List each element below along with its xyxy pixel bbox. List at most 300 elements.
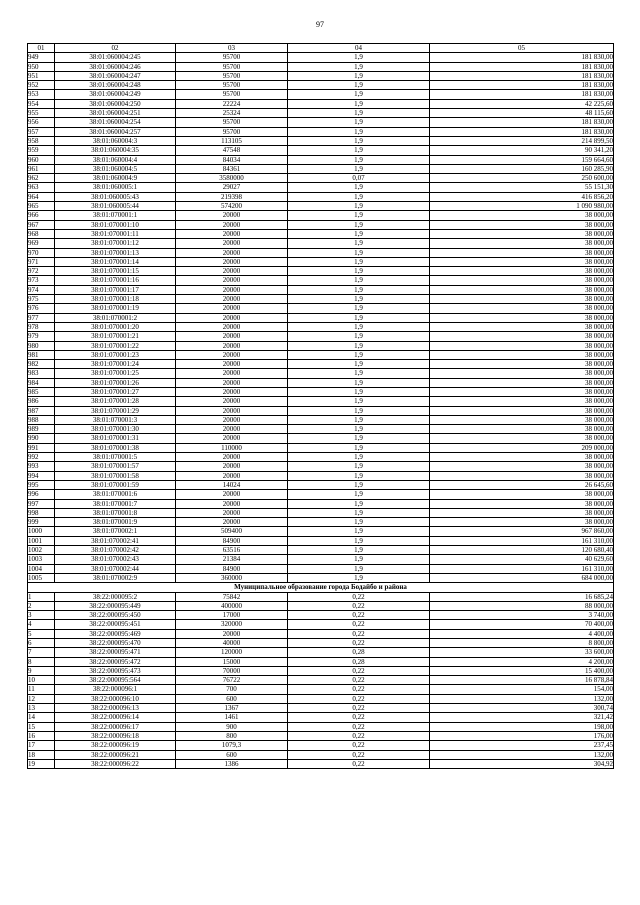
amount-value: 4 400,00 bbox=[430, 629, 614, 638]
row-number: 5 bbox=[28, 629, 55, 638]
row-number: 13 bbox=[28, 704, 55, 713]
rate-value: 1,9 bbox=[288, 183, 430, 192]
cadastral-number: 38:01:060004:250 bbox=[55, 99, 176, 108]
row-number: 10 bbox=[28, 676, 55, 685]
rate-value: 1,9 bbox=[288, 220, 430, 229]
rate-value: 1,9 bbox=[288, 109, 430, 118]
table-row bbox=[28, 332, 614, 341]
rate-value: 1,9 bbox=[288, 248, 430, 257]
row-number: 979 bbox=[28, 332, 55, 341]
table-row bbox=[28, 406, 614, 415]
area-value: 76722 bbox=[176, 676, 288, 685]
area-value: 21384 bbox=[176, 555, 288, 564]
rate-value: 1,9 bbox=[288, 257, 430, 266]
row-number: 1001 bbox=[28, 536, 55, 545]
area-value: 95700 bbox=[176, 81, 288, 90]
amount-value: 38 000,00 bbox=[430, 248, 614, 257]
table-row bbox=[28, 295, 614, 304]
cadastral-number: 38:22:000095:564 bbox=[55, 676, 176, 685]
row-number: 980 bbox=[28, 341, 55, 350]
rate-value: 1,9 bbox=[288, 415, 430, 424]
area-value: 20000 bbox=[176, 397, 288, 406]
area-value: 20000 bbox=[176, 453, 288, 462]
cadastral-number: 38:01:070001:11 bbox=[55, 229, 176, 238]
cadastral-number: 38:01:070001:30 bbox=[55, 425, 176, 434]
row-number: 969 bbox=[28, 239, 55, 248]
amount-value: 38 000,00 bbox=[430, 415, 614, 424]
area-value: 95700 bbox=[176, 62, 288, 71]
rate-value: 0,22 bbox=[288, 704, 430, 713]
area-value: 95700 bbox=[176, 53, 288, 62]
cadastral-number: 38:01:070002:9 bbox=[55, 573, 176, 582]
row-number: 17 bbox=[28, 741, 55, 750]
row-number: 8 bbox=[28, 657, 55, 666]
row-number: 984 bbox=[28, 378, 55, 387]
amount-value: 160 285,90 bbox=[430, 164, 614, 173]
cadastral-number: 38:01:060004:5 bbox=[55, 164, 176, 173]
rate-value: 1,9 bbox=[288, 71, 430, 80]
amount-value: 38 000,00 bbox=[430, 378, 614, 387]
row-number: 15 bbox=[28, 722, 55, 731]
row-number: 7 bbox=[28, 648, 55, 657]
cadastral-number: 38:01:070001:31 bbox=[55, 434, 176, 443]
table-row bbox=[28, 118, 614, 127]
row-number: 970 bbox=[28, 248, 55, 257]
amount-value: 214 899,50 bbox=[430, 136, 614, 145]
amount-value: 38 000,00 bbox=[430, 508, 614, 517]
rate-value: 1,9 bbox=[288, 434, 430, 443]
area-value: 20000 bbox=[176, 387, 288, 396]
amount-value: 1 090 980,00 bbox=[430, 202, 614, 211]
row-number: 6 bbox=[28, 639, 55, 648]
amount-value: 38 000,00 bbox=[430, 257, 614, 266]
amount-value: 154,00 bbox=[430, 685, 614, 694]
amount-value: 38 000,00 bbox=[430, 322, 614, 331]
amount-value: 181 830,00 bbox=[430, 53, 614, 62]
area-value: 95700 bbox=[176, 90, 288, 99]
area-value: 20000 bbox=[176, 304, 288, 313]
area-value: 95700 bbox=[176, 118, 288, 127]
table-row bbox=[28, 378, 614, 387]
rate-value: 1,9 bbox=[288, 53, 430, 62]
amount-value: 321,42 bbox=[430, 713, 614, 722]
amount-value: 181 830,00 bbox=[430, 118, 614, 127]
amount-value: 181 830,00 bbox=[430, 62, 614, 71]
row-number: 998 bbox=[28, 508, 55, 517]
cadastral-number: 38:01:070001:24 bbox=[55, 360, 176, 369]
table-row bbox=[28, 211, 614, 220]
rate-value: 1,9 bbox=[288, 304, 430, 313]
cadastral-number: 38:22:000096:13 bbox=[55, 704, 176, 713]
area-value: 20000 bbox=[176, 350, 288, 359]
rate-value: 1,9 bbox=[288, 406, 430, 415]
table-row bbox=[28, 499, 614, 508]
amount-value: 967 860,00 bbox=[430, 527, 614, 536]
cadastral-number: 38:22:000095:473 bbox=[55, 666, 176, 675]
rate-value: 1,9 bbox=[288, 490, 430, 499]
row-number: 952 bbox=[28, 81, 55, 90]
table-row bbox=[28, 397, 614, 406]
rate-value: 1,9 bbox=[288, 508, 430, 517]
table-row bbox=[28, 369, 614, 378]
area-value: 20000 bbox=[176, 285, 288, 294]
row-number: 12 bbox=[28, 694, 55, 703]
rate-value: 1,9 bbox=[288, 267, 430, 276]
amount-value: 181 830,00 bbox=[430, 90, 614, 99]
amount-value: 38 000,00 bbox=[430, 313, 614, 322]
area-value: 360000 bbox=[176, 573, 288, 582]
amount-value: 38 000,00 bbox=[430, 499, 614, 508]
area-value: 40000 bbox=[176, 639, 288, 648]
table-row bbox=[28, 276, 614, 285]
amount-value: 250 600,00 bbox=[430, 174, 614, 183]
area-value: 95700 bbox=[176, 127, 288, 136]
rate-value: 1,9 bbox=[288, 369, 430, 378]
table-row bbox=[28, 239, 614, 248]
rate-value: 0,22 bbox=[288, 731, 430, 740]
amount-value: 48 115,60 bbox=[430, 109, 614, 118]
table-row bbox=[28, 192, 614, 201]
cadastral-number: 38:22:000096:19 bbox=[55, 741, 176, 750]
rate-value: 1,9 bbox=[288, 285, 430, 294]
row-number: 959 bbox=[28, 146, 55, 155]
table-row bbox=[28, 704, 614, 713]
table-body-before-section bbox=[28, 53, 614, 583]
table-row bbox=[28, 694, 614, 703]
row-number: 1004 bbox=[28, 564, 55, 573]
table-row bbox=[28, 536, 614, 545]
amount-value: 181 830,00 bbox=[430, 127, 614, 136]
area-value: 1367 bbox=[176, 704, 288, 713]
cadastral-number: 38:01:060004:3 bbox=[55, 136, 176, 145]
table-row bbox=[28, 136, 614, 145]
amount-value: 38 000,00 bbox=[430, 518, 614, 527]
table-row bbox=[28, 155, 614, 164]
table-row bbox=[28, 81, 614, 90]
row-number: 1000 bbox=[28, 527, 55, 536]
row-number: 1 bbox=[28, 592, 55, 601]
table-row bbox=[28, 453, 614, 462]
amount-value: 38 000,00 bbox=[430, 267, 614, 276]
area-value: 20000 bbox=[176, 322, 288, 331]
table-row bbox=[28, 220, 614, 229]
cadastral-number: 38:01:060004:249 bbox=[55, 90, 176, 99]
amount-value: 38 000,00 bbox=[430, 239, 614, 248]
cadastral-number: 38:01:060004:257 bbox=[55, 127, 176, 136]
header-cell: 03 bbox=[176, 44, 288, 53]
row-number: 988 bbox=[28, 415, 55, 424]
table-row bbox=[28, 471, 614, 480]
rate-value: 1,9 bbox=[288, 99, 430, 108]
rate-value: 1,9 bbox=[288, 564, 430, 573]
row-number: 16 bbox=[28, 731, 55, 740]
cadastral-number: 38:22:000096:1 bbox=[55, 685, 176, 694]
rate-value: 0,28 bbox=[288, 657, 430, 666]
area-value: 20000 bbox=[176, 341, 288, 350]
amount-value: 70 400,00 bbox=[430, 620, 614, 629]
amount-value: 16 685,24 bbox=[430, 592, 614, 601]
cadastral-number: 38:01:070002:1 bbox=[55, 527, 176, 536]
cadastral-number: 38:22:000095:451 bbox=[55, 620, 176, 629]
amount-value: 684 000,00 bbox=[430, 573, 614, 582]
table-row bbox=[28, 722, 614, 731]
area-value: 20000 bbox=[176, 518, 288, 527]
row-number: 986 bbox=[28, 397, 55, 406]
row-number: 983 bbox=[28, 369, 55, 378]
area-value: 320000 bbox=[176, 620, 288, 629]
table-body-after-section bbox=[28, 592, 614, 769]
row-number: 976 bbox=[28, 304, 55, 313]
area-value: 22224 bbox=[176, 99, 288, 108]
row-number: 975 bbox=[28, 295, 55, 304]
rate-value: 0,22 bbox=[288, 750, 430, 759]
row-number: 2 bbox=[28, 601, 55, 610]
rate-value: 1,9 bbox=[288, 453, 430, 462]
area-value: 20000 bbox=[176, 220, 288, 229]
row-number: 3 bbox=[28, 611, 55, 620]
amount-value: 416 856,20 bbox=[430, 192, 614, 201]
area-value: 84361 bbox=[176, 164, 288, 173]
cadastral-number: 38:01:060004:248 bbox=[55, 81, 176, 90]
cadastral-number: 38:01:060004:247 bbox=[55, 71, 176, 80]
rate-value: 1,9 bbox=[288, 462, 430, 471]
rate-value: 1,9 bbox=[288, 211, 430, 220]
rate-value: 1,9 bbox=[288, 81, 430, 90]
table-row bbox=[28, 415, 614, 424]
amount-value: 38 000,00 bbox=[430, 229, 614, 238]
row-number: 989 bbox=[28, 425, 55, 434]
row-number: 996 bbox=[28, 490, 55, 499]
cadastral-number: 38:01:070001:15 bbox=[55, 267, 176, 276]
rate-value: 0,22 bbox=[288, 611, 430, 620]
amount-value: 16 878,84 bbox=[430, 676, 614, 685]
header-cell: 04 bbox=[288, 44, 430, 53]
table-row bbox=[28, 490, 614, 499]
amount-value: 38 000,00 bbox=[430, 211, 614, 220]
table-row bbox=[28, 71, 614, 80]
table-row bbox=[28, 257, 614, 266]
row-number: 949 bbox=[28, 53, 55, 62]
amount-value: 90 341,20 bbox=[430, 146, 614, 155]
cadastral-number: 38:01:070001:1 bbox=[55, 211, 176, 220]
row-number: 955 bbox=[28, 109, 55, 118]
area-value: 84900 bbox=[176, 564, 288, 573]
table-row bbox=[28, 685, 614, 694]
area-value: 574200 bbox=[176, 202, 288, 211]
rate-value: 1,9 bbox=[288, 546, 430, 555]
area-value: 600 bbox=[176, 694, 288, 703]
rate-value: 1,9 bbox=[288, 555, 430, 564]
header-cell: 01 bbox=[28, 44, 55, 53]
cadastral-number: 38:01:070001:23 bbox=[55, 350, 176, 359]
area-value: 84900 bbox=[176, 536, 288, 545]
table-row bbox=[28, 90, 614, 99]
row-number: 972 bbox=[28, 267, 55, 276]
table-row bbox=[28, 387, 614, 396]
rate-value: 1,9 bbox=[288, 62, 430, 71]
area-value: 70000 bbox=[176, 666, 288, 675]
row-number: 951 bbox=[28, 71, 55, 80]
row-number: 956 bbox=[28, 118, 55, 127]
row-number: 968 bbox=[28, 229, 55, 238]
area-value: 1386 bbox=[176, 759, 288, 768]
cadastral-number: 38:22:000095:471 bbox=[55, 648, 176, 657]
cadastral-number: 38:01:070001:9 bbox=[55, 518, 176, 527]
area-value: 20000 bbox=[176, 211, 288, 220]
rate-value: 1,9 bbox=[288, 518, 430, 527]
area-value: 20000 bbox=[176, 462, 288, 471]
rate-value: 0,22 bbox=[288, 639, 430, 648]
area-value: 20000 bbox=[176, 434, 288, 443]
area-value: 20000 bbox=[176, 415, 288, 424]
row-number: 1003 bbox=[28, 555, 55, 564]
table-row bbox=[28, 127, 614, 136]
section-header-body bbox=[28, 583, 614, 592]
rate-value: 1,9 bbox=[288, 573, 430, 582]
rate-value: 1,9 bbox=[288, 499, 430, 508]
amount-value: 161 310,00 bbox=[430, 564, 614, 573]
cadastral-number: 38:22:000095:470 bbox=[55, 639, 176, 648]
amount-value: 38 000,00 bbox=[430, 304, 614, 313]
cadastral-number: 38:22:000095:2 bbox=[55, 592, 176, 601]
amount-value: 209 000,00 bbox=[430, 443, 614, 452]
table-row bbox=[28, 53, 614, 62]
amount-value: 8 800,00 bbox=[430, 639, 614, 648]
cadastral-number: 38:22:000095:450 bbox=[55, 611, 176, 620]
cadastral-number: 38:01:070001:18 bbox=[55, 295, 176, 304]
rate-value: 0,22 bbox=[288, 592, 430, 601]
area-value: 3580000 bbox=[176, 174, 288, 183]
row-number: 1005 bbox=[28, 573, 55, 582]
rate-value: 1,9 bbox=[288, 536, 430, 545]
table-row bbox=[28, 750, 614, 759]
cadastral-number: 38:01:060004:246 bbox=[55, 62, 176, 71]
rate-value: 1,9 bbox=[288, 313, 430, 322]
row-number: 995 bbox=[28, 480, 55, 489]
amount-value: 181 830,00 bbox=[430, 71, 614, 80]
cadastral-number: 38:01:070001:2 bbox=[55, 313, 176, 322]
rate-value: 0,22 bbox=[288, 713, 430, 722]
area-value: 95700 bbox=[176, 71, 288, 80]
table-row bbox=[28, 229, 614, 238]
amount-value: 181 830,00 bbox=[430, 81, 614, 90]
table-row bbox=[28, 443, 614, 452]
section-row bbox=[28, 583, 614, 592]
row-number: 991 bbox=[28, 443, 55, 452]
rate-value: 0,28 bbox=[288, 648, 430, 657]
rate-value: 1,9 bbox=[288, 90, 430, 99]
cadastral-number: 38:22:000096:18 bbox=[55, 731, 176, 740]
row-number: 973 bbox=[28, 276, 55, 285]
table-row bbox=[28, 639, 614, 648]
area-value: 20000 bbox=[176, 406, 288, 415]
amount-value: 38 000,00 bbox=[430, 434, 614, 443]
cadastral-number: 38:01:070001:58 bbox=[55, 471, 176, 480]
row-number: 964 bbox=[28, 192, 55, 201]
area-value: 47548 bbox=[176, 146, 288, 155]
amount-value: 38 000,00 bbox=[430, 397, 614, 406]
cadastral-number: 38:22:000096:10 bbox=[55, 694, 176, 703]
table-row bbox=[28, 759, 614, 768]
amount-value: 38 000,00 bbox=[430, 387, 614, 396]
table-row bbox=[28, 174, 614, 183]
rate-value: 1,9 bbox=[288, 350, 430, 359]
cadastral-number: 38:01:070001:21 bbox=[55, 332, 176, 341]
row-number: 19 bbox=[28, 759, 55, 768]
amount-value: 38 000,00 bbox=[430, 276, 614, 285]
cadastral-number: 38:01:060004:4 bbox=[55, 155, 176, 164]
area-value: 113105 bbox=[176, 136, 288, 145]
area-value: 84034 bbox=[176, 155, 288, 164]
table-header-row bbox=[28, 44, 614, 53]
amount-value: 176,00 bbox=[430, 731, 614, 740]
row-number: 4 bbox=[28, 620, 55, 629]
area-value: 20000 bbox=[176, 499, 288, 508]
area-value: 20000 bbox=[176, 239, 288, 248]
area-value: 20000 bbox=[176, 471, 288, 480]
rate-value: 1,9 bbox=[288, 471, 430, 480]
cadastral-number: 38:01:070001:22 bbox=[55, 341, 176, 350]
amount-value: 3 740,00 bbox=[430, 611, 614, 620]
rate-value: 0,22 bbox=[288, 601, 430, 610]
row-number: 14 bbox=[28, 713, 55, 722]
area-value: 1079,3 bbox=[176, 741, 288, 750]
area-value: 900 bbox=[176, 722, 288, 731]
amount-value: 38 000,00 bbox=[430, 462, 614, 471]
row-number: 958 bbox=[28, 136, 55, 145]
area-value: 219398 bbox=[176, 192, 288, 201]
amount-value: 33 600,00 bbox=[430, 648, 614, 657]
area-value: 25324 bbox=[176, 109, 288, 118]
area-value: 20000 bbox=[176, 360, 288, 369]
amount-value: 38 000,00 bbox=[430, 490, 614, 499]
cadastral-number: 38:01:070001:14 bbox=[55, 257, 176, 266]
table-row bbox=[28, 267, 614, 276]
row-number: 971 bbox=[28, 257, 55, 266]
table-row bbox=[28, 248, 614, 257]
cadastral-number: 38:22:000096:22 bbox=[55, 759, 176, 768]
area-value: 20000 bbox=[176, 332, 288, 341]
section-title: Муниципальное образование города Бодайбо и района bbox=[28, 583, 614, 592]
cadastral-number: 38:01:070001:10 bbox=[55, 220, 176, 229]
cadastral-number: 38:01:070001:25 bbox=[55, 369, 176, 378]
cadastral-number: 38:01:070001:19 bbox=[55, 304, 176, 313]
cadastral-number: 38:01:070001:5 bbox=[55, 453, 176, 462]
amount-value: 161 310,00 bbox=[430, 536, 614, 545]
cadastral-number: 38:01:070001:16 bbox=[55, 276, 176, 285]
table-row bbox=[28, 666, 614, 675]
cadastral-number: 38:01:060005:44 bbox=[55, 202, 176, 211]
table-row bbox=[28, 601, 614, 610]
amount-value: 38 000,00 bbox=[430, 285, 614, 294]
area-value: 20000 bbox=[176, 248, 288, 257]
table-row bbox=[28, 434, 614, 443]
table-row bbox=[28, 555, 614, 564]
row-number: 11 bbox=[28, 685, 55, 694]
area-value: 509400 bbox=[176, 527, 288, 536]
table-row bbox=[28, 573, 614, 582]
row-number: 974 bbox=[28, 285, 55, 294]
table-row bbox=[28, 564, 614, 573]
table-row bbox=[28, 676, 614, 685]
cadastral-number: 38:01:070002:42 bbox=[55, 546, 176, 555]
table-row bbox=[28, 657, 614, 666]
amount-value: 40 629,60 bbox=[430, 555, 614, 564]
cadastral-number: 38:01:070001:20 bbox=[55, 322, 176, 331]
table-row bbox=[28, 713, 614, 722]
row-number: 981 bbox=[28, 350, 55, 359]
table-row bbox=[28, 620, 614, 629]
